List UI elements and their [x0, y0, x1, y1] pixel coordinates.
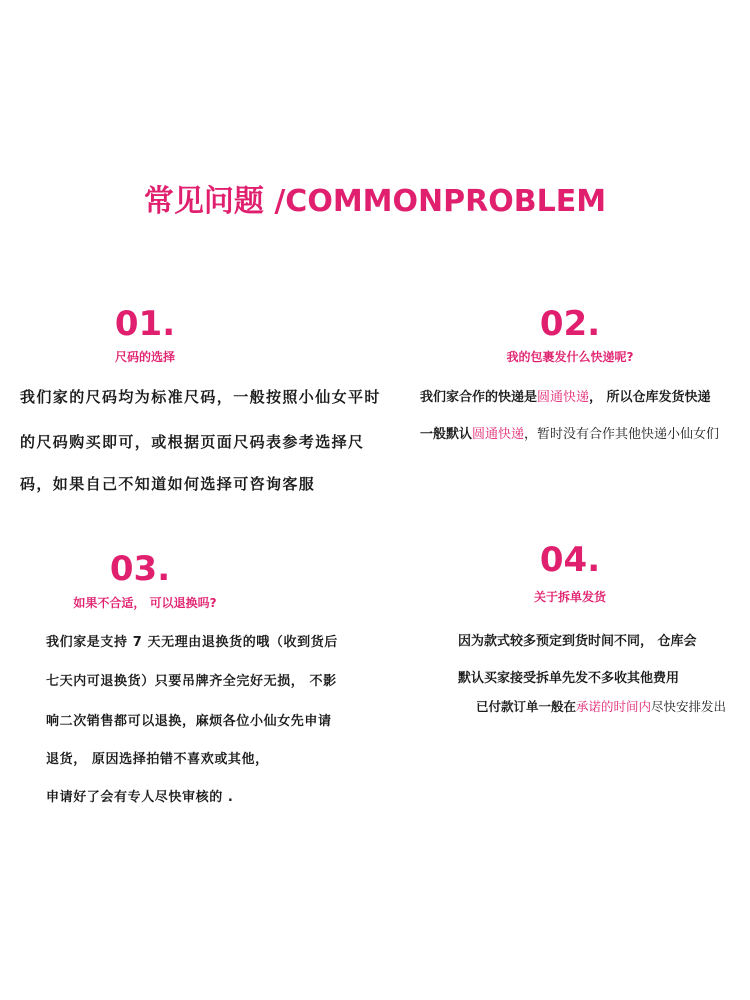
courier-highlight: 圆通快递: [537, 390, 590, 405]
promise-highlight: 承诺的时间内: [576, 699, 652, 714]
faq-answer-line: [476, 697, 726, 715]
faq-number: 04.: [539, 540, 601, 580]
faq-number: 01.: [114, 304, 176, 344]
answer-text: 我们家合作的快递是: [420, 390, 538, 405]
faq-heading: 我的包裹发什么快递呢?: [506, 350, 634, 364]
faq-answer-line: 我们家是支持 7 天无理由退换货的哦（收到货后: [46, 635, 338, 650]
faq-number: 03.: [109, 549, 171, 589]
faq-heading: 尺码的选择: [114, 350, 175, 364]
faq-heading: 如果不合适， 可以退换吗?: [73, 596, 217, 610]
faq-answer-line: 申请好了会有专人尽快审核的 .: [46, 790, 234, 805]
faq-answer-line: 退货， 原因选择拍错不喜欢或其他，: [46, 752, 269, 767]
answer-text: 一般默认: [420, 427, 473, 442]
faq-answer-line: 我们家的尺码均为标准尺码，一般按照小仙女平时: [20, 388, 381, 406]
faq-answer-line: 默认买家接受拆单先发不多收其他费用: [458, 671, 680, 686]
faq-answer-line: 响二次销售都可以退换，麻烦各位小仙女先申请: [46, 714, 332, 729]
faq-number: 02.: [539, 304, 601, 344]
faq-answer-line: 七天内可退换货）只要吊牌齐全完好无损， 不影: [46, 674, 337, 689]
faq-heading: 关于拆单发货: [533, 590, 606, 604]
faq-answer-line: 码，如果自己不知道如何选择可咨询客服: [20, 475, 316, 493]
faq-answer-line: [420, 386, 711, 405]
faq-answer-line: 因为款式较多预定到货时间不同， 仓库会: [458, 634, 697, 649]
answer-text: ，暂时没有合作其他快递小仙女们: [524, 427, 720, 442]
faq-answer-line: 的尺码购买即可，或根据页面尺码表参考选择尺: [20, 433, 365, 451]
page-title: 常见问题 /COMMONPROBLEM: [143, 184, 607, 219]
courier-highlight: 圆通快递: [472, 427, 525, 442]
faq-answer-line: [420, 423, 719, 442]
answer-text: 尽快安排发出: [651, 699, 727, 714]
answer-text: 已付款订单一般在: [476, 699, 577, 714]
answer-text: ， 所以仓库发货快递: [589, 390, 711, 405]
